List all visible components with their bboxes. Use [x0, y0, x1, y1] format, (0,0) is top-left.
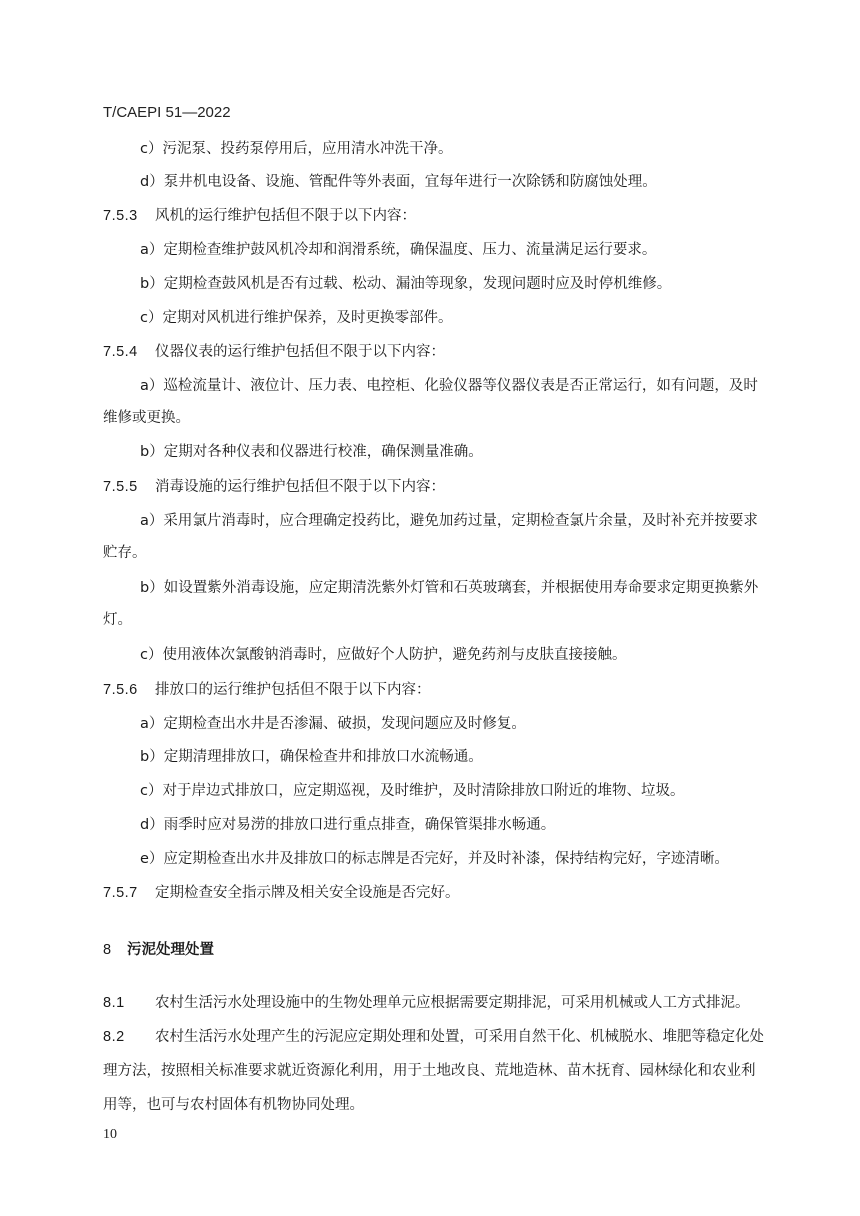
- item-text: 理方法，按照相关标准要求就近资源化利用，用于土地改良、荒地造林、苗木抚育、园林绿化和农业利: [103, 1063, 756, 1079]
- item-text: c）对于岸边式排放口，应定期巡视，及时维护，及时清除排放口附近的堆物、垃圾。: [140, 783, 685, 799]
- clause-7-5-5: [103, 477, 445, 497]
- clause-text: 仪器仪表的运行维护包括但不限于以下内容：: [155, 344, 445, 360]
- clause-number: 7.5.7: [103, 885, 138, 901]
- item-text: 灯。: [103, 612, 132, 628]
- clause-continuation: [103, 1061, 756, 1081]
- list-item-a-outlet-well: [140, 714, 526, 734]
- clause-8-2: [103, 1027, 764, 1047]
- clause-8-1: [103, 993, 750, 1013]
- item-text: b）如设置紫外消毒设施，应定期清洗紫外灯管和石英玻璃套，并根据使用寿命要求定期更换紫外: [140, 580, 759, 596]
- list-item-continuation: [103, 408, 190, 428]
- clause-7-5-6: [103, 680, 431, 700]
- list-item-c-shore-outlet: [140, 781, 684, 801]
- list-item-continuation: [103, 610, 132, 630]
- clause-number: 7.5.6: [103, 682, 138, 698]
- section-title: 污泥处理处置: [127, 942, 214, 958]
- list-item-d-pump-well: [140, 172, 657, 192]
- list-item-a-chlorine: [140, 511, 758, 531]
- item-text: a）巡检流量计、液位计、压力表、电控柜、化验仪器等仪器仪表是否正常运行，如有问题，及时: [140, 378, 758, 394]
- clause-7-5-7: [103, 883, 460, 903]
- clause-text: 农村生活污水处理产生的污泥应定期处理和处置，可采用自然干化、机械脱水、堆肥等稳定化处: [155, 1029, 764, 1045]
- list-item-e-signboard: [140, 849, 729, 869]
- section-heading-8: [103, 940, 214, 960]
- clause-text: 风机的运行维护包括但不限于以下内容：: [155, 208, 416, 224]
- list-item-a-blower: [140, 240, 656, 260]
- item-text: d）泵井机电设备、设施、管配件等外表面，宜每年进行一次除锈和防腐蚀处理。: [140, 174, 657, 190]
- item-text: c）污泥泵、投药泵停用后，应用清水冲洗干净。: [140, 141, 453, 157]
- clause-text: 定期检查安全指示牌及相关安全设施是否完好。: [155, 885, 460, 901]
- list-item-c-hypochlorite: [140, 645, 626, 665]
- item-text: a）定期检查出水井是否渗漏、破损，发现问题应及时修复。: [140, 716, 526, 732]
- standard-code-header: T/CAEPI 51—2022: [103, 104, 231, 121]
- item-text: c）使用液体次氯酸钠消毒时，应做好个人防护，避免药剂与皮肤直接接触。: [140, 647, 627, 663]
- clause-number: 7.5.5: [103, 479, 138, 495]
- clause-number: 7.5.3: [103, 208, 138, 224]
- clause-number: 7.5.4: [103, 344, 138, 360]
- section-number: 8: [103, 942, 112, 958]
- item-text: d）雨季时应对易涝的排放口进行重点排查，确保管渠排水畅通。: [140, 817, 556, 833]
- list-item-b-uv: [140, 578, 758, 598]
- item-text: b）定期对各种仪表和仪器进行校准，确保测量准确。: [140, 444, 483, 460]
- item-text: 贮存。: [103, 545, 147, 561]
- item-text: c）定期对风机进行维护保养，及时更换零部件。: [140, 310, 453, 326]
- item-text: 用等，也可与农村固体有机物协同处理。: [103, 1097, 364, 1113]
- clause-7-5-3: [103, 206, 416, 226]
- item-text: b）定期清理排放口，确保检查井和排放口水流畅通。: [140, 749, 483, 765]
- item-text: e）应定期检查出水井及排放口的标志牌是否完好，并及时补漆，保持结构完好，字迹清晰。: [140, 851, 729, 867]
- list-item-a-instruments: [140, 376, 758, 396]
- list-item-d-rain-season: [140, 815, 555, 835]
- clause-text: 消毒设施的运行维护包括但不限于以下内容：: [155, 479, 445, 495]
- list-item-b-calibration: [140, 442, 483, 462]
- clause-text: 农村生活污水处理设施中的生物处理单元应根据需要定期排泥，可采用机械或人工方式排泥。: [155, 995, 750, 1011]
- list-item-continuation: [103, 543, 147, 563]
- clause-7-5-4: [103, 342, 445, 362]
- item-text: 维修或更换。: [103, 410, 190, 426]
- item-text: b）定期检查鼓风机是否有过载、松动、漏油等现象，发现问题时应及时停机维修。: [140, 276, 672, 292]
- item-text: a）采用氯片消毒时，应合理确定投药比，避免加药过量，定期检查氯片余量，及时补充并按要求: [140, 513, 758, 529]
- clause-continuation: [103, 1095, 364, 1115]
- list-item-c-fan: [140, 308, 452, 328]
- list-item-b-blower: [140, 274, 671, 294]
- clause-number: 8.1: [103, 995, 125, 1011]
- page-number: 10: [103, 1127, 117, 1142]
- item-text: a）定期检查维护鼓风机冷却和润滑系统，确保温度、压力、流量满足运行要求。: [140, 242, 657, 258]
- clause-text: 排放口的运行维护包括但不限于以下内容：: [155, 682, 431, 698]
- list-item-b-outlet-clean: [140, 747, 483, 767]
- clause-number: 8.2: [103, 1029, 125, 1045]
- list-item-c-sludge-pump: [140, 139, 452, 159]
